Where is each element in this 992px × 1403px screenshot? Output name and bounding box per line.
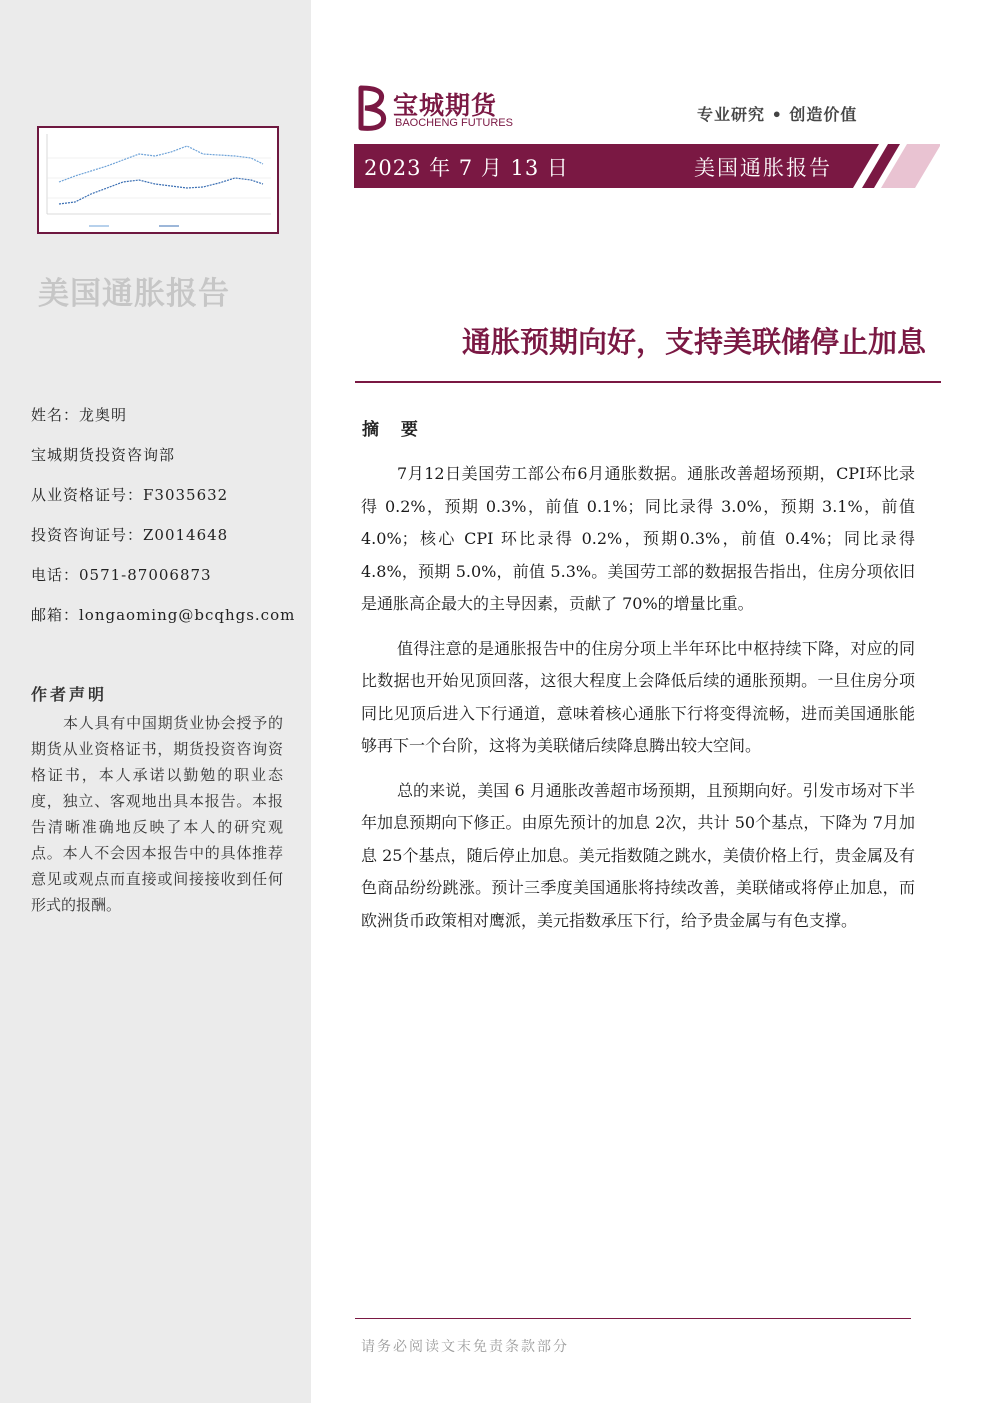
disclaimer-note: 请务必阅读文末免责条款部分 bbox=[361, 1339, 569, 1355]
sidebar bbox=[0, 0, 311, 1403]
report-banner bbox=[354, 144, 940, 188]
logo-english-name: BAOCHENG FUTURES bbox=[395, 117, 513, 129]
advisory-license-number: 投资咨询证号：Z0014648 bbox=[31, 526, 229, 544]
abstract-paragraph: 总的来说，美国 6 月通胀改善超市场预期，且预期向好。引发市场对下半年加息预期向下修正。由原先预计的加息 2次，共计 50个基点，下降为 7月加息 25个基点，随后停止加息。美元指数随之跳水，美债价格上行，贵金属及有色商品纷纷跳涨。预计三季度美国通胀将持续改善，美联储或将停止加息，而欧洲货币政策相对鹰派，美元指数承压下行，给予贵金属与有色支撑。 bbox=[361, 780, 915, 930]
report-type: 美国通胀报告 bbox=[694, 156, 832, 180]
cover-chart-graphic bbox=[39, 128, 277, 232]
author-phone: 电话：0571-87006873 bbox=[31, 566, 212, 584]
sidebar-report-title: 美国通胀报告 bbox=[38, 276, 230, 312]
abstract-body bbox=[361, 458, 915, 949]
author-contact-block bbox=[31, 400, 301, 640]
author-name: 姓名：龙奥明 bbox=[31, 406, 128, 424]
author-email: 邮箱：longaoming@bcqhgs.com bbox=[31, 606, 296, 624]
headline-divider bbox=[355, 381, 941, 383]
author-department: 宝城期货投资咨询部 bbox=[31, 446, 176, 464]
company-logo bbox=[355, 84, 530, 134]
report-headline: 通胀预期向好，支持美联储停止加息 bbox=[461, 325, 926, 359]
report-date: 2023 年 7 月 13 日 bbox=[364, 156, 569, 180]
abstract-paragraph: 值得注意的是通胀报告中的住房分项上半年环比中枢持续下降，对应的同比数据也开始见顶回落，这很大程度上会降低后续的通胀预期。一旦住房分项同比见顶后进入下行通道，意味着核心通胀下行将变得流畅，进而美国通胀能够再下一个台阶，这将为美联储后续降息腾出较大空间。 bbox=[361, 638, 915, 755]
abstract-paragraph: 7月12日美国劳工部公布6月通胀数据。通胀改善超场预期，CPI环比录得 0.2%，预期 0.3%，前值 0.1%；同比录得 3.0%，预期 3.1%，前值 4.0%；核心 CPI 环比录得 0.2%，预期0.3%，前值 0.4%；同比录得 4.8%，预期 5.0%，前值 5.3%。美国劳工部的数据报告指出，住房分项依旧是通胀高企最大的主导因素，贡献了 70%的增量比重。 bbox=[361, 464, 915, 613]
abstract-title: 摘 要 bbox=[362, 420, 426, 440]
company-motto: 专业研究 • 创造价值 bbox=[697, 105, 858, 124]
qualification-number: 从业资格证号：F3035632 bbox=[31, 486, 229, 504]
declaration-title: 作者声明 bbox=[31, 685, 108, 704]
declaration-body: 本人具有中国期货业协会授予的期货从业资格证书，期货投资咨询资格证书，本人承诺以勤勉的职业态度，独立、客观地出具本报告。本报告清晰准确地反映了本人的研究观点。本人不会因本报告中的具体推荐意见或观点而直接或间接接收到任何形式的报酬。 bbox=[31, 714, 283, 914]
logo-chinese-name: 宝城期货 bbox=[393, 91, 498, 120]
cover-chart-thumbnail bbox=[37, 126, 279, 234]
logo-emblem-icon bbox=[355, 84, 391, 134]
footer-divider bbox=[355, 1318, 911, 1319]
